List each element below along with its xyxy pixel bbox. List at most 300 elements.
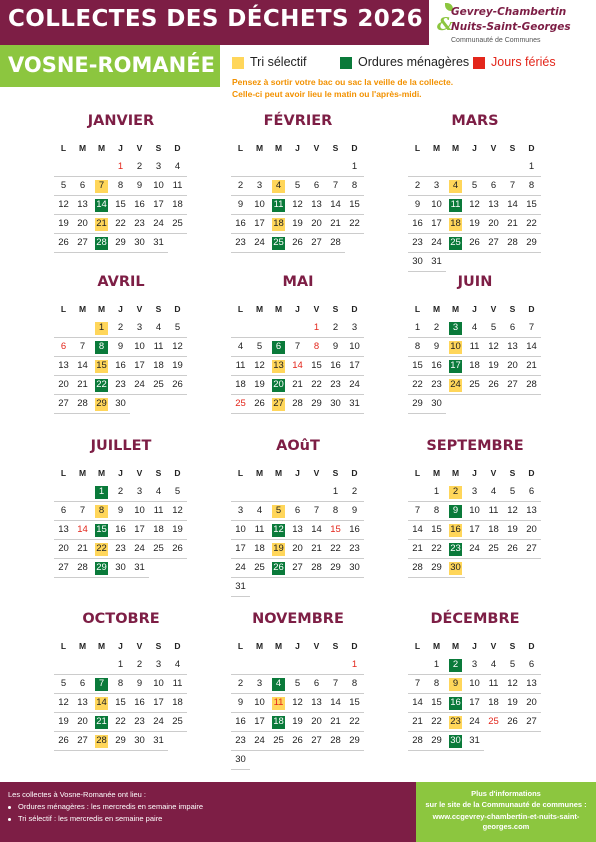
day-cell — [522, 694, 541, 713]
day-number: 13 — [77, 199, 88, 210]
day-number: 7 — [98, 678, 105, 689]
weekday-label: D — [528, 304, 535, 314]
day-number: 17 — [254, 218, 265, 229]
day-number: 19 — [58, 218, 69, 229]
day-number: 8 — [117, 678, 124, 689]
day-cell — [168, 502, 187, 521]
day-cell — [408, 234, 427, 253]
day-number: 1 — [98, 486, 105, 497]
day-number: 10 — [153, 678, 164, 689]
day-number: 3 — [237, 505, 244, 516]
empty-day-cell — [73, 158, 92, 177]
day-cell — [250, 376, 269, 395]
day-number: 18 — [469, 360, 480, 371]
day-cell — [446, 656, 465, 675]
day-number: 19 — [58, 716, 69, 727]
day-number: 3 — [471, 659, 478, 670]
empty-day-cell — [73, 319, 92, 338]
day-cell — [427, 559, 446, 578]
day-number: 18 — [153, 524, 164, 535]
day-number: 10 — [450, 341, 461, 352]
day-cell — [92, 713, 111, 732]
day-number: 22 — [96, 543, 107, 554]
day-cell — [168, 215, 187, 234]
day-cell — [73, 502, 92, 521]
weekday-label: D — [351, 641, 358, 651]
day-number: 28 — [96, 735, 107, 746]
weekday-label: M — [97, 468, 106, 478]
day-number: 15 — [526, 199, 537, 210]
month-calendar — [408, 611, 542, 781]
day-cell — [465, 215, 484, 234]
day-cell — [345, 502, 364, 521]
day-number: 4 — [490, 486, 497, 497]
day-cell — [250, 559, 269, 578]
day-number: 20 — [77, 218, 88, 229]
day-cell — [408, 177, 427, 196]
day-cell — [446, 215, 465, 234]
day-cell — [250, 694, 269, 713]
day-number: 2 — [117, 486, 124, 497]
day-cell — [446, 177, 465, 196]
empty-day-cell — [54, 158, 73, 177]
weekday-label: D — [528, 143, 535, 153]
day-number: 7 — [414, 505, 421, 516]
weekday-label: S — [509, 468, 516, 478]
day-cell — [307, 540, 326, 559]
town-banner — [0, 45, 220, 87]
day-number: 27 — [488, 237, 499, 248]
day-number: 17 — [469, 697, 480, 708]
day-cell — [522, 483, 541, 502]
day-number: 18 — [172, 697, 183, 708]
day-cell — [231, 540, 250, 559]
day-cell — [427, 540, 446, 559]
weekday-label: M — [432, 143, 441, 153]
day-cell — [130, 502, 149, 521]
day-cell — [73, 215, 92, 234]
day-number: 6 — [275, 341, 282, 352]
day-number: 21 — [412, 716, 423, 727]
weekday-label: S — [155, 641, 162, 651]
day-cell — [408, 713, 427, 732]
day-number: 26 — [58, 735, 69, 746]
day-number: 6 — [294, 505, 301, 516]
day-number: 18 — [153, 360, 164, 371]
day-cell — [130, 483, 149, 502]
day-number: 9 — [136, 180, 143, 191]
day-cell — [427, 253, 446, 272]
day-cell — [446, 502, 465, 521]
day-number: 13 — [526, 505, 537, 516]
day-cell — [446, 694, 465, 713]
day-cell — [111, 196, 130, 215]
day-cell — [92, 338, 111, 357]
day-cell — [465, 502, 484, 521]
day-cell — [465, 540, 484, 559]
day-cell — [408, 675, 427, 694]
day-number: 17 — [431, 218, 442, 229]
day-number: 6 — [79, 678, 86, 689]
day-number: 19 — [254, 379, 265, 390]
day-number: 15 — [412, 360, 423, 371]
day-cell — [522, 338, 541, 357]
day-number: 30 — [450, 562, 461, 573]
day-number: 26 — [254, 398, 265, 409]
day-number: 3 — [136, 486, 143, 497]
day-cell — [503, 502, 522, 521]
weekday-label: V — [490, 304, 497, 314]
day-number: 10 — [134, 341, 145, 352]
day-cell — [427, 502, 446, 521]
month-name: AVRIL — [97, 274, 145, 290]
day-cell — [92, 502, 111, 521]
weekday-label: V — [313, 468, 320, 478]
weekday-label: J — [295, 143, 300, 153]
weekday-label: L — [414, 468, 421, 478]
day-cell — [427, 675, 446, 694]
weekday-label: L — [60, 304, 67, 314]
day-cell — [288, 177, 307, 196]
day-cell — [54, 521, 73, 540]
weekday-label: V — [136, 304, 143, 314]
day-number: 8 — [414, 341, 421, 352]
day-number: 11 — [153, 505, 164, 516]
day-cell — [446, 483, 465, 502]
day-cell — [288, 713, 307, 732]
day-number: 5 — [174, 486, 181, 497]
day-number: 29 — [349, 735, 360, 746]
day-number: 30 — [115, 562, 126, 573]
day-number: 26 — [488, 379, 499, 390]
empty-day-cell — [269, 158, 288, 177]
day-number: 13 — [488, 199, 499, 210]
day-number: 4 — [256, 505, 263, 516]
weekday-label: M — [432, 304, 441, 314]
day-cell — [130, 732, 149, 751]
day-cell — [326, 215, 345, 234]
day-cell — [484, 675, 503, 694]
day-number: 8 — [98, 505, 105, 516]
day-number: 29 — [96, 398, 107, 409]
month-calendar — [54, 274, 188, 444]
day-cell — [307, 521, 326, 540]
day-number: 30 — [134, 735, 145, 746]
weekday-label: M — [451, 641, 460, 651]
day-cell — [168, 694, 187, 713]
day-number: 5 — [294, 678, 301, 689]
empty-day-cell — [326, 158, 345, 177]
day-number: 14 — [330, 697, 341, 708]
legend-om-label: Ordures ménagères — [358, 55, 470, 69]
day-number: 4 — [155, 322, 162, 333]
weekday-label: S — [155, 143, 162, 153]
weekday-label: V — [313, 304, 320, 314]
day-cell — [522, 521, 541, 540]
day-number: 4 — [471, 322, 478, 333]
day-cell — [54, 540, 73, 559]
page-title: COLLECTES DES DÉCHETS 2026 — [8, 6, 423, 32]
day-number: 14 — [77, 524, 88, 535]
weekday-header — [54, 468, 188, 480]
day-cell — [250, 502, 269, 521]
day-cell — [307, 675, 326, 694]
day-number: 9 — [452, 678, 459, 689]
bullet-icon — [8, 818, 11, 821]
logo-ampersand: & — [437, 14, 454, 35]
day-number: 13 — [507, 341, 518, 352]
day-cell — [231, 234, 250, 253]
day-number: 29 — [412, 398, 423, 409]
legend-ferie-label: Jours fériés — [491, 55, 556, 69]
weekday-label: M — [255, 143, 264, 153]
day-cell — [345, 675, 364, 694]
day-number: 15 — [330, 524, 341, 535]
day-number: 6 — [60, 505, 67, 516]
day-cell — [465, 177, 484, 196]
weekday-label: S — [509, 143, 516, 153]
day-cell — [168, 177, 187, 196]
day-number: 20 — [488, 218, 499, 229]
day-number: 8 — [98, 341, 105, 352]
day-cell — [269, 196, 288, 215]
day-number: 23 — [330, 379, 341, 390]
day-cell — [111, 540, 130, 559]
day-cell — [111, 357, 130, 376]
day-cell — [130, 215, 149, 234]
day-number: 28 — [412, 735, 423, 746]
day-number: 25 — [469, 379, 480, 390]
day-number: 29 — [115, 735, 126, 746]
day-cell — [269, 177, 288, 196]
day-number: 3 — [433, 180, 440, 191]
day-cell — [326, 732, 345, 751]
day-number: 16 — [235, 716, 246, 727]
day-number: 17 — [254, 716, 265, 727]
empty-day-cell — [484, 158, 503, 177]
weekday-label: M — [78, 143, 87, 153]
town-name: VOSNE-ROMANÉE — [8, 53, 215, 77]
day-number: 5 — [471, 180, 478, 191]
day-number: 4 — [237, 341, 244, 352]
day-number: 18 — [488, 697, 499, 708]
day-cell — [250, 540, 269, 559]
day-number: 31 — [153, 735, 164, 746]
day-cell — [168, 713, 187, 732]
day-cell — [427, 395, 446, 414]
day-number: 20 — [526, 697, 537, 708]
footer-intro: Les collectes à Vosne-Romanée ont lieu : — [8, 790, 146, 799]
day-cell — [73, 376, 92, 395]
weekday-label: L — [237, 304, 244, 314]
day-cell — [168, 656, 187, 675]
day-cell — [73, 234, 92, 253]
day-number: 30 — [349, 562, 360, 573]
day-cell — [345, 694, 364, 713]
day-number: 22 — [115, 716, 126, 727]
day-cell — [111, 521, 130, 540]
day-cell — [522, 675, 541, 694]
weekday-header — [54, 304, 188, 316]
day-cell — [231, 376, 250, 395]
day-number: 29 — [526, 237, 537, 248]
day-number: 28 — [77, 562, 88, 573]
day-number: 27 — [311, 237, 322, 248]
day-number: 15 — [349, 697, 360, 708]
day-number: 27 — [58, 562, 69, 573]
empty-day-cell — [54, 656, 73, 675]
day-cell — [269, 502, 288, 521]
day-cell — [130, 376, 149, 395]
day-cell — [484, 694, 503, 713]
day-number: 25 — [172, 716, 183, 727]
day-number: 1 — [117, 161, 124, 172]
day-cell — [446, 357, 465, 376]
day-number: 2 — [433, 322, 440, 333]
day-number: 22 — [115, 218, 126, 229]
day-number: 23 — [134, 218, 145, 229]
day-cell — [503, 234, 522, 253]
day-number: 24 — [450, 379, 461, 390]
day-cell — [269, 234, 288, 253]
day-cell — [408, 196, 427, 215]
weekday-label: M — [451, 304, 460, 314]
day-cell — [484, 234, 503, 253]
day-cell — [446, 559, 465, 578]
day-number: 3 — [256, 678, 263, 689]
day-number: 19 — [172, 360, 183, 371]
month-name: DÉCEMBRE — [430, 611, 520, 627]
month-calendar — [231, 438, 365, 608]
day-cell — [307, 319, 326, 338]
day-cell — [307, 694, 326, 713]
day-number: 9 — [414, 199, 421, 210]
day-cell — [231, 196, 250, 215]
weekday-label: M — [274, 641, 283, 651]
day-number: 16 — [235, 218, 246, 229]
day-number: 4 — [275, 180, 282, 191]
day-number: 7 — [332, 678, 339, 689]
day-cell — [54, 196, 73, 215]
weekday-label: J — [295, 468, 300, 478]
day-cell — [73, 694, 92, 713]
day-cell — [111, 732, 130, 751]
day-number: 24 — [469, 543, 480, 554]
footer-info-title: Plus d'informations — [471, 789, 541, 798]
day-number: 10 — [431, 199, 442, 210]
day-number: 20 — [311, 716, 322, 727]
day-cell — [345, 215, 364, 234]
day-number: 16 — [450, 524, 461, 535]
day-cell — [111, 502, 130, 521]
day-number: 13 — [58, 524, 69, 535]
logo-text-nuits: Nuits-Saint-Georges — [451, 21, 571, 33]
day-cell — [326, 177, 345, 196]
day-number: 7 — [98, 180, 105, 191]
day-number: 26 — [469, 237, 480, 248]
month-name: MARS — [451, 113, 499, 129]
day-cell — [111, 338, 130, 357]
day-cell — [92, 694, 111, 713]
day-number: 9 — [117, 505, 124, 516]
day-number: 31 — [235, 581, 246, 592]
day-cell — [92, 234, 111, 253]
day-cell — [269, 338, 288, 357]
day-number: 29 — [115, 237, 126, 248]
empty-day-cell — [269, 656, 288, 675]
community-logo — [429, 0, 596, 60]
day-cell — [522, 713, 541, 732]
day-number: 26 — [507, 543, 518, 554]
day-cell — [269, 694, 288, 713]
day-cell — [73, 177, 92, 196]
day-number: 13 — [273, 360, 284, 371]
day-number: 5 — [294, 180, 301, 191]
day-cell — [130, 158, 149, 177]
day-number: 20 — [311, 218, 322, 229]
day-cell — [92, 732, 111, 751]
day-cell — [130, 338, 149, 357]
day-number: 2 — [117, 322, 124, 333]
day-number: 5 — [275, 505, 282, 516]
weekday-header — [54, 641, 188, 653]
empty-day-cell — [250, 656, 269, 675]
day-number: 4 — [155, 486, 162, 497]
day-number: 21 — [77, 379, 88, 390]
day-cell — [288, 540, 307, 559]
day-cell — [465, 319, 484, 338]
day-number: 8 — [433, 505, 440, 516]
day-number: 17 — [450, 360, 461, 371]
day-cell — [54, 338, 73, 357]
day-number: 24 — [134, 543, 145, 554]
empty-day-cell — [408, 656, 427, 675]
day-cell — [288, 357, 307, 376]
day-number: 2 — [332, 322, 339, 333]
day-cell — [484, 357, 503, 376]
day-cell — [288, 395, 307, 414]
day-cell — [168, 196, 187, 215]
day-cell — [427, 357, 446, 376]
weekday-header — [408, 143, 542, 155]
day-cell — [54, 234, 73, 253]
day-cell — [522, 540, 541, 559]
day-number: 29 — [330, 562, 341, 573]
day-cell — [73, 713, 92, 732]
weekday-label: V — [136, 468, 143, 478]
day-cell — [503, 319, 522, 338]
footer-website-link[interactable]: www.ccgevrey-chambertin-et-nuits-saint-georges.com — [432, 812, 580, 831]
day-number: 21 — [412, 543, 423, 554]
day-number: 28 — [292, 398, 303, 409]
day-number: 9 — [452, 505, 459, 516]
month-name: NOVEMBRE — [252, 611, 344, 627]
day-number: 9 — [237, 697, 244, 708]
day-cell — [231, 502, 250, 521]
day-cell — [307, 215, 326, 234]
day-number: 28 — [77, 398, 88, 409]
day-number: 17 — [153, 697, 164, 708]
weekday-label: J — [295, 641, 300, 651]
day-number: 25 — [273, 735, 284, 746]
weekday-label: J — [472, 468, 477, 478]
day-cell — [484, 656, 503, 675]
day-number: 12 — [488, 341, 499, 352]
day-cell — [111, 656, 130, 675]
bullet-icon — [8, 806, 11, 809]
day-number: 14 — [507, 199, 518, 210]
day-number: 18 — [254, 543, 265, 554]
